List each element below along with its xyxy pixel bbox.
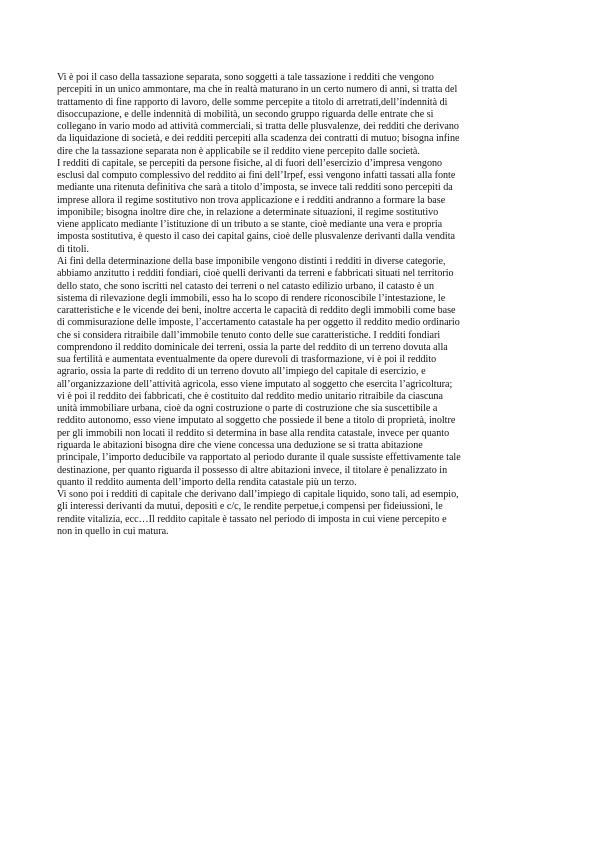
text-line: imposta sostitutiva, è questo il caso dei capital gains, cioè delle plusvalenze derivanti dalla vendita — [57, 231, 456, 243]
text-line: principale, l’importo deducibile va rapportato al periodo durante il quale sussiste effettivamente tale — [57, 452, 461, 464]
body-text — [57, 72, 541, 538]
text-line: di titoli. — [57, 243, 89, 255]
text-line: abbiamo anzitutto i redditi fondiari, cioè quelli derivanti da terreni e fabbricati situati nel territorio — [57, 268, 454, 280]
text-line: Vi sono poi i redditi di capitale che derivano dall’impiego di capitale liquido, sono tali, ad esempio, — [57, 489, 459, 501]
text-line: collegano in vario modo ad attività commerciali, si tratta delle plusvalenze, dei redditi che derivano — [57, 121, 459, 133]
text-line: reddito autonomo, esso viene imputato al soggetto che possiede il bene a titolo di proprietà, inoltre — [57, 415, 456, 427]
text-line: percepiti in un unico ammontare, ma che in realtà maturano in un certo numero di anni, si tratta del — [57, 84, 458, 96]
text-line: mediante una ritenuta definitiva che sarà a titolo d’imposta, se invece tali redditi sono percepiti da — [57, 182, 453, 194]
text-line: I redditi di capitale, se percepiti da persone fisiche, al di fuori dell’esercizio d’impresa vengono — [57, 157, 443, 169]
text-line: Vi è poi il caso della tassazione separata, sono soggetti a tale tassazione i redditi che vengono — [57, 72, 434, 83]
text-line: all’organizzazione dell’attività agricola, esso viene imputato al soggetto che esercita l’agricoltura; — [57, 378, 453, 390]
text-line: gli interessi derivanti da mutui, depositi e c/c, le rendite perpetue,i compensi per fideiussioni, le — [57, 501, 443, 513]
text-line: di commisurazione delle imposte, l’accertamento catastale ha per oggetto il reddito medio ordinario — [57, 317, 460, 329]
text-line: sistema di rilevazione degli immobili, esso ha lo scopo di rendere riconoscibile l’intestazione, le — [57, 292, 446, 304]
text-line: unità immobiliare urbana, cioè da ogni costruzione o parte di costruzione che sia suscettibile a — [57, 403, 438, 415]
text-line: imponibile; bisogna inoltre dire che, in relazione a determinate situazioni, il regime sostitutivo — [57, 206, 439, 218]
text-line: agrario, ossia la parte di reddito di un terreno dovuto all’impiego del capitale di esercizio, e — [57, 366, 426, 378]
text-line: esclusi dal computo complessivo del reddito ai fini dell’Irpef, essi vengono infatti tassati alla fonte — [57, 170, 456, 182]
text-line: da liquidazione di società, e dei redditi percepiti alla scadenza dei contratti di mutuo; bisogna infine — [57, 133, 460, 145]
text-line: per gli immobili non locati il reddito si determina in base alla rendita catastale, invece per quanto — [57, 427, 450, 439]
text-line: Ai fini della determinazione della base imponibile vengono distinti i redditi in diverse categorie, — [57, 255, 446, 267]
text-line: riguarda le abitazioni bisogna dire che viene concessa una deduzione se si tratta abitazione — [57, 439, 423, 451]
text-line: caratteristiche e le vicende dei beni, inoltre accerta le capacità di reddito degli immobili come base — [57, 305, 456, 317]
text-line: vi è poi il reddito dei fabbricati, che è costituito dal reddito medio unitario ritraibile da ciascuna — [57, 390, 443, 402]
text-line: viene applicato mediante l’istituzione di un tributo a se stante, cioè mediante una vera e propria — [57, 219, 443, 231]
text-line: quanto il reddito aumenta dell’importo della rendita catastale più un terzo. — [57, 476, 357, 488]
text-line: sua fertilità e aumentata eventualmente da opere durevoli di trasformazione, vi è poi il reddito — [57, 354, 437, 366]
text-line: disoccupazione, e delle indennità di mobilità, un secondo gruppo riguarda delle entrate che si — [57, 108, 434, 120]
text-line: destinazione, per quanto riguarda il possesso di altre abitazioni invece, il titolare è penalizzato in — [57, 464, 448, 476]
text-line: comprendono il reddito dominicale dei terreni, ossia la parte del reddito di un terreno dovuta alla — [57, 341, 448, 353]
text-line: dire che la tassazione separata non è applicabile se il reddito viene percepito dalle società. — [57, 145, 420, 157]
text-line: dello stato, che sono iscritti nel catasto dei terreni o nel catasto edilizio urbano, il catasto è un — [57, 280, 434, 292]
text-line: non in quello in cui matura. — [57, 525, 169, 537]
text-line: rendite vitalizia, ecc…Il reddito capitale è tassato nel periodo di imposta in cui viene percepito e — [57, 513, 447, 525]
text-line: che si considera ritraibile dall’immobile tenuto conto delle sue caratteristiche. I redditi fondiari — [57, 329, 441, 341]
text-line: trattamento di fine rapporto di lavoro, delle somme percepite a titolo di arretrati,dell’indennità di — [57, 96, 448, 108]
text-line: imprese allora il regime sostitutivo non trova applicazione e i redditi andranno a formare la base — [57, 194, 446, 206]
